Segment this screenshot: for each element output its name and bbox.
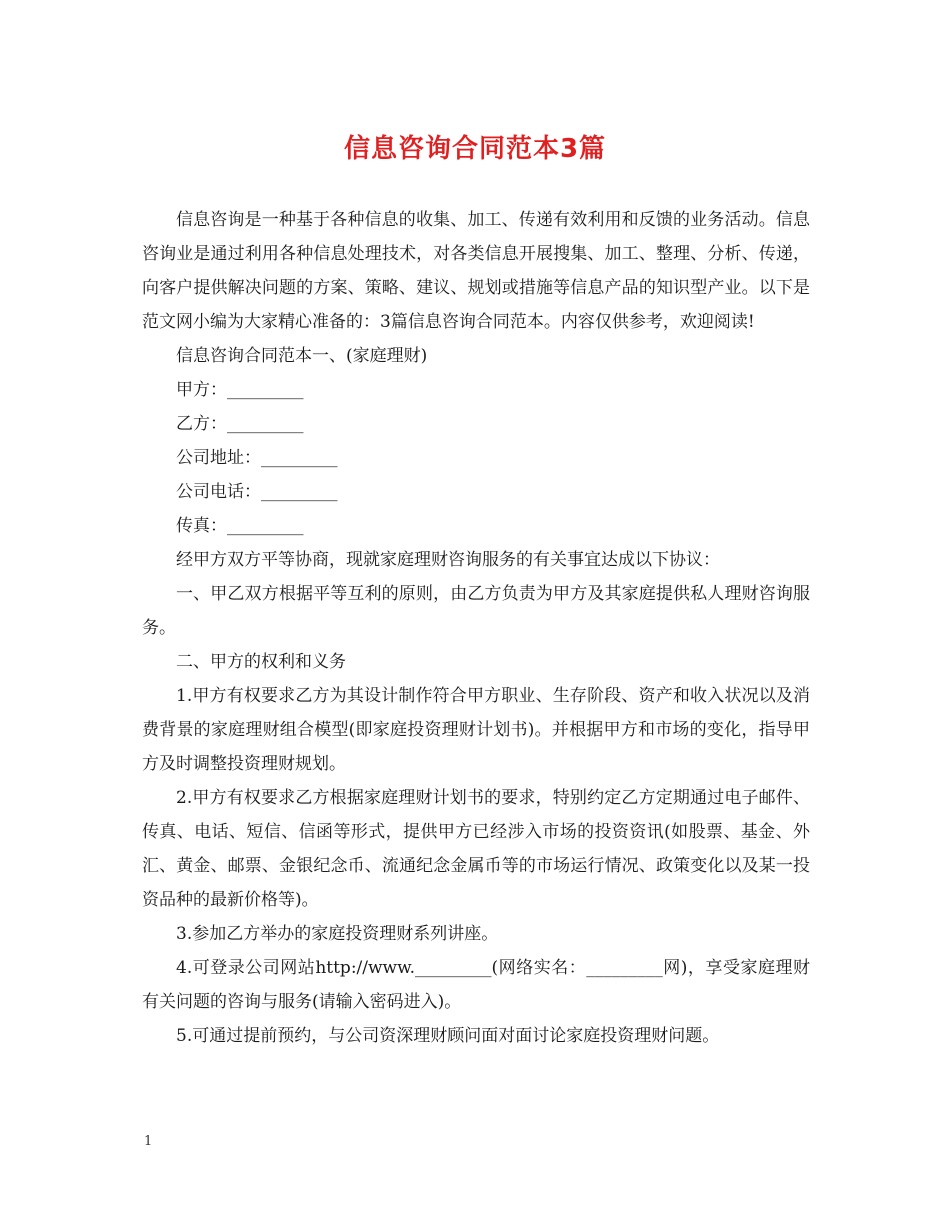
agreement-preamble: 经甲方双方平等协商，现就家庭理财咨询服务的有关事宜达成以下协议： — [176, 550, 720, 570]
party-a-field: 甲方：_________ — [176, 380, 304, 400]
fax-field: 传真：_________ — [176, 516, 304, 536]
clause-2-item-4: 4.可登录公司网站http://www._________(网络实名：_________网)，享受家庭理财有关问题的咨询与服务(请输入密码进入)。 — [142, 958, 810, 1012]
clause-2-item-5: 5.可通过提前预约，与公司资深理财顾问面对面讨论家庭投资理财问题。 — [176, 1026, 720, 1046]
page-number: 1 — [144, 1134, 153, 1149]
intro-paragraph: 信息咨询是一种基于各种信息的收集、加工、传递有效利用和反馈的业务活动。信息咨询业是通过利用各种信息处理技术，对各类信息开展搜集、加工、整理、分析、传递，向客户提供解决问题的方案、策略、建议、规划或措施等信息产品的知识型产业。以下是范文网小编为大家精心准备的：3篇信息咨询合同范本。内容仅供参考，欢迎阅读! — [142, 210, 810, 332]
company-phone-field: 公司电话：_________ — [176, 482, 338, 502]
party-b-field: 乙方：_________ — [176, 414, 304, 434]
document-title: 信息咨询合同范本3篇 — [343, 134, 607, 164]
company-address-field: 公司地址：_________ — [176, 448, 338, 468]
clause-1: 一、甲乙双方根据平等互利的原则，由乙方负责为甲方及其家庭提供私人理财咨询服务。 — [142, 584, 810, 638]
clause-2-item-3: 3.参加乙方举办的家庭投资理财系列讲座。 — [176, 924, 499, 944]
contract-heading: 信息咨询合同范本一、(家庭理财) — [176, 346, 428, 366]
document-body — [142, 203, 810, 1053]
clause-2-item-1: 1.甲方有权要求乙方为其设计制作符合甲方职业、生存阶段、资产和收入状况以及消费背景的家庭理财组合模型(即家庭投资理财计划书)。并根据甲方和市场的变化，指导甲方及时调整投资理财规划。 — [142, 686, 810, 774]
clause-2-item-2: 2.甲方有权要求乙方根据家庭理财计划书的要求，特别约定乙方定期通过电子邮件、传真、电话、短信、信函等形式，提供甲方已经涉入市场的投资资讯(如股票、基金、外汇、黄金、邮票、金银纪念币、流通纪念金属币等的市场运行情况、政策变化以及某一投资品种的最新价格等)。 — [142, 788, 810, 910]
clause-2-heading: 二、甲方的权利和义务 — [176, 652, 346, 672]
